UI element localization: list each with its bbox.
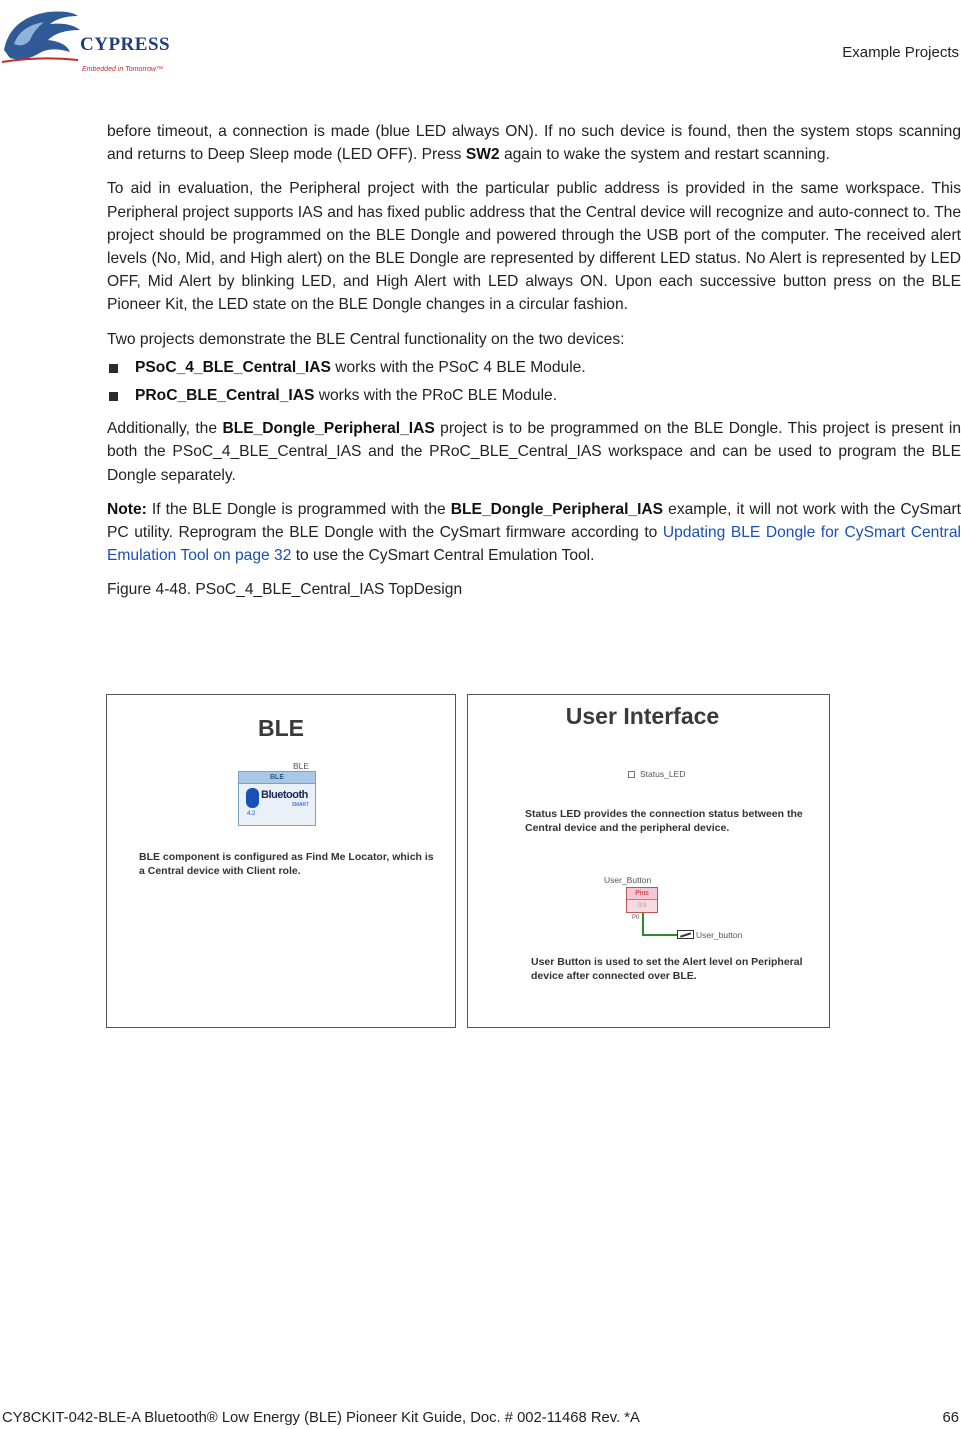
user-button-instance-label: User_Button	[604, 875, 652, 885]
logo-wordmark: CYPRESS	[80, 34, 171, 55]
list-item: PRoC_BLE_Central_IAS works with the PRoC BLE Module.	[107, 384, 961, 407]
user-button-net-label: User_button	[696, 930, 743, 940]
switch-icon	[677, 930, 694, 939]
paragraph-2: To aid in evaluation, the Peripheral project with the particular public address is provided in the same workspace. This Peripheral project supports IAS and has fixed public address that the Central device will recognize and auto-connect to. The project should be programmed on the BLE Dongle and powered through the USB port of the computer. The received alert levels (No, Mid, and High alert) on the BLE Dongle are represented by different LED status. No Alert is represented by LED OFF, Mid Alert by blinking LED, and High Alert with LED always ON. Upon each successive button press on the BLE Pioneer Kit, the LED state on the BLE Dongle changes in a circular fashion.	[107, 180, 961, 314]
project-list	[107, 356, 961, 407]
document-body	[107, 120, 961, 613]
ble-note: BLE component is configured as Find Me Locator, which is a Central device with Client role.	[139, 851, 434, 877]
ble-component	[238, 771, 316, 826]
list-item: PSoC_4_BLE_Central_IAS works with the PSoC 4 BLE Module.	[107, 356, 961, 379]
wire-horizontal	[642, 934, 678, 936]
wire-vertical	[642, 913, 644, 935]
ble-panel	[106, 694, 456, 1028]
paragraph-1: before timeout, a connection is made (blue LED always ON). If no such device is found, then the system stops scanning and returns to Deep Sleep mode (LED OFF). Press SW2 again to wake the system and restart scanning.	[107, 123, 961, 164]
ble-instance-label: BLE	[293, 761, 310, 771]
cross-reference-link[interactable]: Updating BLE Dongle for CySmart Central Emulation Tool on page 32	[107, 524, 961, 565]
ble-component-bar: BLE	[239, 772, 315, 784]
footer-document-id: CY8CKIT-042-BLE-A Bluetooth® Low Energy (BLE) Pioneer Kit Guide, Doc. # 002-11468 Rev. *A	[2, 1410, 640, 1426]
cypress-logo	[0, 0, 190, 80]
pins-sub-label: 0:0	[637, 903, 647, 909]
status-led-label: Status_LED	[640, 769, 686, 779]
bluetooth-smart-label: SMART	[291, 802, 309, 808]
pins-label: Pins	[627, 888, 657, 900]
paragraph-3: Two projects demonstrate the BLE Central functionality on the two devices:	[107, 330, 625, 348]
status-led-icon	[628, 771, 635, 778]
ui-panel-title: User Interface	[565, 703, 720, 729]
pins-component	[626, 887, 658, 913]
bullet-square-icon	[109, 392, 118, 401]
user-interface-panel	[467, 694, 830, 1028]
logo-tagline: Embedded in Tomorrow™	[82, 66, 164, 73]
note-paragraph: Note: If the BLE Dongle is programmed with the BLE_Dongle_Peripheral_IAS example, it will not work with the CySmart PC utility. Reprogram the BLE Dongle with the CySmart firmware according to Updating BLE Dongle for CySmart Central Emulation Tool on page 32 to use the CySmart Central Emulation Tool.	[107, 500, 961, 565]
user-button-note: User Button is used to set the Alert level on Peripheral device after connected over BLE.	[531, 956, 803, 982]
status-led-note: Status LED provides the connection status between the Central device and the peripheral device.	[525, 808, 803, 834]
ble-panel-title: BLE	[258, 715, 304, 741]
pin-id-label: P0	[632, 915, 640, 921]
figure-caption: Figure 4-48. PSoC_4_BLE_Central_IAS TopDesign	[107, 581, 463, 599]
page-number: 66	[942, 1410, 959, 1426]
section-header: Example Projects	[842, 44, 959, 61]
bluetooth-icon	[246, 788, 259, 808]
bluetooth-wordmark: Bluetooth	[261, 789, 308, 801]
bullet-square-icon	[109, 364, 118, 373]
bluetooth-version: 4.2	[247, 811, 256, 817]
paragraph-4: Additionally, the BLE_Dongle_Peripheral_IAS project is to be programmed on the BLE Dongle. This project is present in both the PSoC_4_BLE_Central_IAS and the PRoC_BLE_Central_IAS workspace and can be used to program the BLE Dongle separately.	[107, 420, 961, 484]
